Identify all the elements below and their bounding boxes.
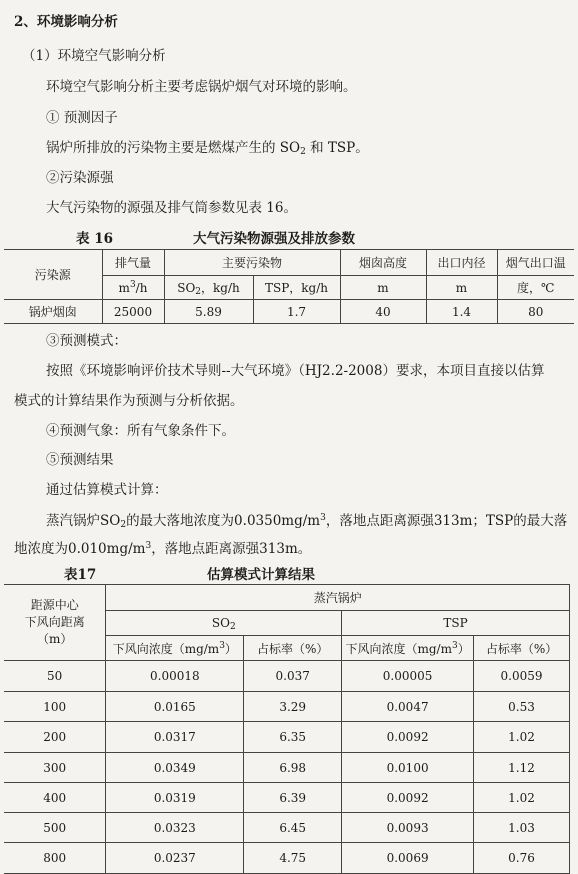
result-heading: ⑤预测结果 <box>46 452 114 468</box>
cell-so2-conc: 0.0237 <box>106 843 244 874</box>
cell-distance: 500 <box>4 813 106 843</box>
weather-text: ④预测气象：所有气象条件下。 <box>46 423 235 439</box>
table16-number: 表 16 <box>76 231 113 247</box>
cell-tsp-ratio: 1.02 <box>474 783 570 813</box>
cell-so2-ratio: 6.35 <box>244 722 342 753</box>
cell-distance: 100 <box>4 692 106 722</box>
cell-stack-height: 40 <box>340 300 426 324</box>
cell-so2-ratio: 3.29 <box>244 692 342 722</box>
calc-intro: 通过估算模式计算： <box>46 482 168 498</box>
cell-tsp-conc: 0.0069 <box>342 843 474 874</box>
result-line2: 地浓度为$0.010mg/m^3$，落地点距离源强313m。 <box>14 541 312 557</box>
cell-so2-ratio: 6.98 <box>244 753 342 783</box>
header-exhaust: 排气量 <box>102 250 164 276</box>
table-16 <box>4 249 574 324</box>
cell-distance: 200 <box>4 722 106 753</box>
cell-so2-ratio: 6.45 <box>244 813 342 843</box>
source-text: 大气污染物的源强及排气筒参数见表 16。 <box>46 200 297 216</box>
header-gas-temp: 烟气出口温 <box>497 250 574 276</box>
header-outlet-diameter: 出口内径 <box>426 250 497 276</box>
header-tsp: TSP <box>342 611 570 636</box>
cell-tsp-conc: 0.0100 <box>342 753 474 783</box>
result-line1: 蒸汽锅炉$SO_2$的最大落地浓度为$0.0350mg/m^3$，落地点距离源强313m；TSP的最大落 <box>46 513 568 530</box>
cell-so2-conc: 0.00018 <box>106 661 244 692</box>
table-row <box>4 813 570 843</box>
cell-tsp-conc: 0.0092 <box>342 783 474 813</box>
header-so2: $SO_2$ <box>106 611 342 636</box>
cell-distance: 300 <box>4 753 106 783</box>
header-stack-height-unit: m <box>340 276 426 300</box>
header-tsp-ratio: 占标率（%） <box>474 636 570 661</box>
table-row <box>4 843 570 874</box>
cell-so2: 5.89 <box>164 300 253 324</box>
header-source: 污染源 <box>4 250 102 300</box>
header-exhaust-unit: $m^3/h$ <box>102 276 164 300</box>
header-boiler: 蒸汽锅炉 <box>106 585 570 611</box>
table-row <box>4 661 570 692</box>
factor-text: 锅炉所排放的污染物主要是燃煤产生的 $SO_2$ 和 TSP。 <box>46 140 369 157</box>
cell-so2-conc: 0.0317 <box>106 722 244 753</box>
cell-tsp-conc: 0.0093 <box>342 813 474 843</box>
cell-tsp-ratio: 0.53 <box>474 692 570 722</box>
header-distance: 距源中心 下风向距离 （m） <box>4 585 106 661</box>
cell-so2-ratio: 6.39 <box>244 783 342 813</box>
header-stack-height: 烟囱高度 <box>340 250 426 276</box>
cell-so2-conc: 0.0319 <box>106 783 244 813</box>
cell-tsp-ratio: 1.02 <box>474 722 570 753</box>
header-pollutants: 主要污染物 <box>164 250 340 276</box>
factor-heading: ① 预测因子 <box>46 110 118 126</box>
cell-distance: 800 <box>4 843 106 874</box>
cell-so2-conc: 0.0349 <box>106 753 244 783</box>
header-outlet-diameter-unit: m <box>426 276 497 300</box>
header-tsp: TSP，kg/h <box>253 276 340 300</box>
cell-exhaust: 25000 <box>102 300 164 324</box>
cell-tsp-ratio: 1.12 <box>474 753 570 783</box>
table17-title: 估算模式计算结果 <box>207 567 315 583</box>
table-17 <box>4 584 570 874</box>
table-row <box>4 722 570 753</box>
cell-distance: 400 <box>4 783 106 813</box>
source-heading: ②污染源强 <box>46 170 114 186</box>
cell-distance: 50 <box>4 661 106 692</box>
table-row <box>4 783 570 813</box>
header-so2-conc: 下风向浓度$(mg/m^3)$ <box>106 636 244 661</box>
cell-so2-conc: 0.0165 <box>106 692 244 722</box>
cell-so2-ratio: 0.037 <box>244 661 342 692</box>
header-gas-temp-unit: 度，℃ <box>497 276 574 300</box>
cell-source: 锅炉烟囱 <box>4 300 102 324</box>
header-so2-ratio: 占标率（%） <box>244 636 342 661</box>
section-heading: 2、环境影响分析 <box>14 14 118 30</box>
cell-outlet-diameter: 1.4 <box>426 300 497 324</box>
table17-number: 表17 <box>64 567 97 583</box>
cell-tsp: 1.7 <box>253 300 340 324</box>
cell-tsp-ratio: 0.76 <box>474 843 570 874</box>
cell-tsp-conc: 0.00005 <box>342 661 474 692</box>
mode-text-line1: 按照《环境影响评价技术导则--大气环境》（HJ2.2-2008）要求，本项目直接以估算 <box>46 363 545 379</box>
cell-tsp-conc: 0.0047 <box>342 692 474 722</box>
table-row <box>4 753 570 783</box>
intro-text: 环境空气影响分析主要考虑锅炉烟气对环境的影响。 <box>46 79 357 95</box>
mode-text-line2: 模式的计算结果作为预测与分析依据。 <box>14 393 244 409</box>
table-row <box>4 692 570 722</box>
cell-tsp-ratio: 0.0059 <box>474 661 570 692</box>
header-tsp-conc: 下风向浓度$(mg/m^3)$ <box>342 636 474 661</box>
header-so2: $SO_2$，kg/h <box>164 276 253 300</box>
table-row <box>4 300 574 324</box>
sub-heading: （1）环境空气影响分析 <box>22 48 166 64</box>
cell-gas-temp: 80 <box>497 300 574 324</box>
table16-title: 大气污染物源强及排放参数 <box>193 231 355 247</box>
cell-tsp-ratio: 1.03 <box>474 813 570 843</box>
mode-heading: ③预测模式： <box>46 333 127 349</box>
cell-so2-conc: 0.0323 <box>106 813 244 843</box>
cell-so2-ratio: 4.75 <box>244 843 342 874</box>
cell-tsp-conc: 0.0092 <box>342 722 474 753</box>
